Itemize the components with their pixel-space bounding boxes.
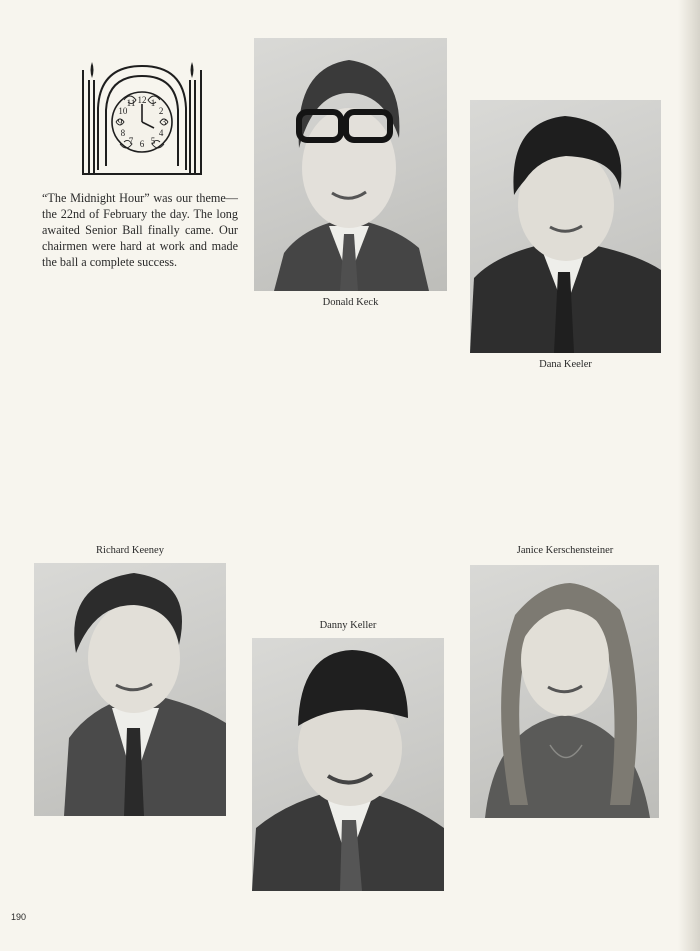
caption-donald-keck: Donald Keck	[322, 297, 379, 308]
caption-dana-keeler: Dana Keeler	[539, 359, 592, 370]
clock-numeral: 1	[150, 97, 156, 108]
portrait-photo-dana-keeler	[470, 100, 661, 353]
clock-numeral: 11	[126, 97, 136, 108]
clock-numeral: 8	[120, 128, 126, 138]
clock-numeral: 10	[118, 106, 128, 116]
page-number: 190	[11, 912, 27, 922]
portrait-photo-richard-keeney	[34, 563, 226, 816]
clock-numeral: 7	[128, 136, 134, 147]
clock-numeral: 6	[139, 139, 145, 149]
clock-numeral: 9	[117, 117, 123, 127]
portrait-photo-danny-keller	[252, 638, 444, 891]
caption-danny-keller: Danny Keller	[319, 620, 377, 631]
page-spine-shadow	[678, 0, 700, 951]
clock-numeral: 3	[161, 117, 167, 127]
grandfather-clock-icon	[80, 58, 204, 176]
clock-numeral: 12	[137, 95, 147, 105]
clock-numeral: 2	[158, 106, 164, 116]
portrait-photo-janice-kerschensteiner	[470, 565, 659, 818]
caption-janice-kerschensteiner: Janice Kerschensteiner	[516, 545, 614, 556]
clock-numeral: 5	[150, 136, 156, 147]
theme-paragraph: “The Midnight Hour” was our theme—the 22nd of February the day. The long awaited Senior Ball finally came. Our chairmen were hard at work and made the ball a complete success.	[42, 191, 238, 269]
portrait-photo-donald-keck	[254, 38, 447, 291]
caption-richard-keeney: Richard Keeney	[96, 545, 164, 556]
clock-numeral: 4	[158, 128, 164, 138]
